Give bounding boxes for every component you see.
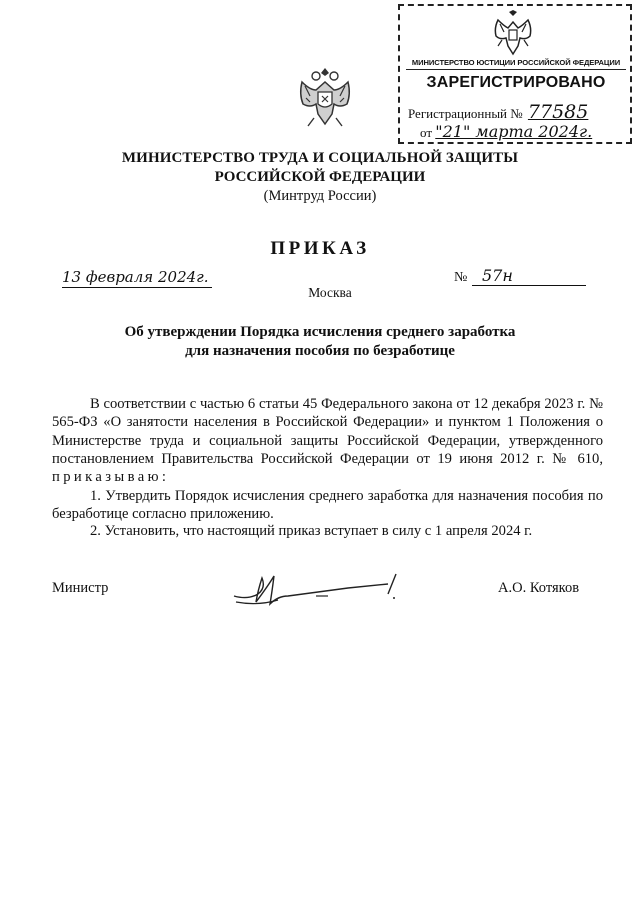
ministry-name-line1: МИНИСТЕРСТВО ТРУДА И СОЦИАЛЬНОЙ ЗАЩИТЫ (121, 150, 519, 166)
signer-position: Министр (52, 580, 109, 596)
document-title-line1: Об утверждении Порядка исчисления среднего заработка (124, 324, 516, 340)
body-paragraph-1 (52, 395, 603, 486)
ministry-short-name: (Минтруд России) (263, 188, 377, 204)
body-paragraph-2: 1. Утвердить Порядок исчисления среднего заработка для назначения пособия по безработице согласно приложению. (52, 488, 603, 523)
stamp-regnum-value: 77585 (527, 101, 589, 123)
order-word: приказываю: (52, 469, 170, 486)
order-date: 13 февраля 2024г. (62, 268, 212, 288)
registration-stamp (398, 4, 632, 144)
stamp-registration-number (408, 101, 588, 123)
stamp-registration-date (420, 122, 592, 141)
stamp-regnum-label: Регистрационный № (408, 106, 523, 121)
stamp-date-value: "21" марта 2024г. (435, 122, 593, 141)
signer-name: А.О. Котяков (498, 580, 580, 596)
handwritten-signature (228, 566, 408, 614)
stamp-divider (406, 69, 626, 70)
body-paragraph-1-text: В соответствии с частью 6 статьи 45 Федерального закона от 12 декабря 2023 г. № 565-ФЗ «О занятости населения в Российской Федерации» и пунктом 1 Положения о Министерстве труда и социальной защиты Российской Федерации, утвержденного постановлением Правительства Российской Федерации от 19 июня 2012 г. № 610, (52, 396, 603, 467)
order-number: 57н (472, 266, 586, 286)
body-paragraph-3: 2. Установить, что настоящий приказ вступает в силу с 1 апреля 2024 г. (90, 523, 533, 539)
city: Москва (308, 285, 352, 300)
document-type: ПРИКАЗ (270, 238, 370, 259)
stamp-emblem-icon (488, 10, 538, 58)
order-number-label: № (454, 270, 468, 285)
coat-of-arms-icon (296, 64, 354, 130)
stamp-date-prefix: от (420, 125, 433, 140)
stamp-ministry-name: МИНИСТЕРСТВО ЮСТИЦИИ РОССИЙСКОЙ ФЕДЕРАЦИИ (411, 58, 621, 67)
stamp-registered-label: ЗАРЕГИСТРИРОВАНО (426, 74, 606, 91)
document-title-line2: для назначения пособия по безработице (185, 343, 455, 359)
ministry-name-line2: РОССИЙСКОЙ ФЕДЕРАЦИИ (214, 169, 426, 185)
